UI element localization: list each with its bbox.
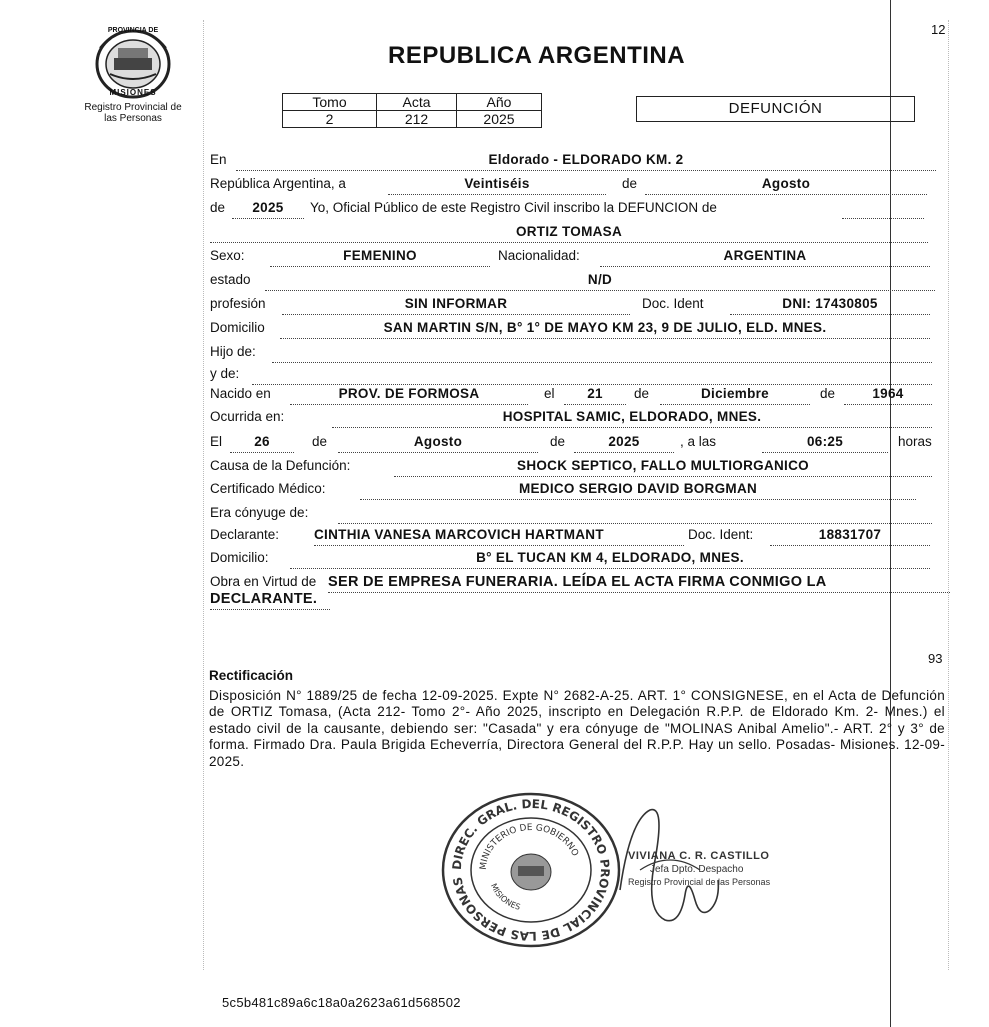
en-label: En <box>210 152 227 167</box>
province-seal-logo <box>92 28 174 100</box>
conyuge-label: Era cónyuge de: <box>210 505 309 520</box>
nacido-value: PROV. DE FORMOSA <box>290 386 528 405</box>
logo-caption-line1: Registro Provincial de <box>84 102 182 113</box>
domicilio-value: SAN MARTIN S/N, B° 1° DE MAYO KM 23, 9 DE JULIO, ELD. MNES. <box>280 320 930 339</box>
rectificacion-text: Disposición N° 1889/25 de fecha 12-09-2025. Expte N° 2682-A-25. ART. 1° CONSIGNESE, en el Acta de Defunción de ORTIZ Tomasa, (Acta 212- Tomo 2°- Año 2025, inscripto en Delegación R.P.P. de Eldorado Km. 2- Mnes.) el estado civil de la causante, debiendo ser: "Casada" y era cónyuge de "MOLINAS Anibal Amelio".- ART. 2° y 3° de forma. Firmado Dra. Paula Brigida Echeverría, Directora General del R.P.P. Hay un sello. Posadas- Misiones. 12-09-2025. <box>209 688 945 769</box>
logo-caption <box>58 102 208 124</box>
causa-label: Causa de la Defunción: <box>210 458 351 473</box>
signature-name: VIVIANA C. R. CASTILLO <box>628 850 770 862</box>
def-dia-value: 26 <box>230 434 294 453</box>
def-mes-value: Agosto <box>338 434 538 453</box>
value-acta: 212 <box>377 111 457 128</box>
doc-label: Doc. Ident <box>642 296 704 311</box>
en-value: Eldorado - ELDORADO KM. 2 <box>236 152 936 171</box>
dia-value: Veintiséis <box>388 176 606 195</box>
causa-value: SHOCK SEPTICO, FALLO MULTIORGANICO <box>394 458 932 477</box>
nac-mes-value: Diciembre <box>660 386 810 405</box>
ocurrida-value: HOSPITAL SAMIC, ELDORADO, MNES. <box>332 409 932 428</box>
republica-label: República Argentina, a <box>210 176 346 191</box>
declarante-value: CINTHIA VANESA MARCOVICH HARTMANT <box>314 527 684 546</box>
def-de-label: de <box>312 434 328 449</box>
hijo-value <box>272 344 932 363</box>
horas-label: horas <box>898 434 932 449</box>
value-anio: 2025 <box>457 111 542 128</box>
nacionalidad-value: ARGENTINA <box>600 248 930 267</box>
signature-role: Jefa Dpto. Despacho <box>650 864 744 875</box>
certificado-value: MEDICO SERGIO DAVID BORGMAN <box>360 481 916 500</box>
value-tomo: 2 <box>283 111 377 128</box>
domicilio2-label: Domicilio: <box>210 550 269 565</box>
stamp-inner-text: MINISTERIO DE GOBIERNO <box>478 822 580 871</box>
nacionalidad-label: Nacionalidad: <box>498 248 580 263</box>
page-number: 12 <box>931 22 946 37</box>
el2-label: El <box>210 434 223 449</box>
right-margin-dots <box>948 20 949 970</box>
def-de2-label: de <box>550 434 566 449</box>
nac-de2-label: de <box>820 386 836 401</box>
doc-value: DNI: 17430805 <box>730 296 930 315</box>
obra-value-line1: SER DE EMPRESA FUNERARIA. LEÍDA EL ACTA FIRMA CONMIGO LA <box>328 574 950 593</box>
anio-value: 2025 <box>232 200 304 219</box>
logo-caption-line2: las Personas <box>104 113 162 124</box>
conyuge-value <box>338 505 932 524</box>
stamp-bottom-text: MISIONES <box>488 882 522 912</box>
mes-value: Agosto <box>645 176 927 195</box>
obra-value-line2: DECLARANTE. <box>210 591 330 610</box>
header-anio: Año <box>457 94 542 111</box>
decl-doc-value: 18831707 <box>770 527 930 546</box>
document-hash: 5c5b481c89a6c18a0a2623a61d568502 <box>222 995 461 1010</box>
de-label: de <box>622 176 638 191</box>
domicilio-label: Domicilio <box>210 320 265 335</box>
el-label: el <box>544 386 555 401</box>
declarante-label: Declarante: <box>210 527 280 542</box>
rectificacion-title: Rectificación <box>209 668 294 683</box>
signature-org: Registro Provincial de las Personas <box>628 877 771 887</box>
stamp-ring-text: DIREC. GRAL. DEL REGISTRO PROVINCIAL DE LAS PERSONAS <box>449 796 613 944</box>
nombre-value: ORTIZ TOMASA <box>210 224 928 243</box>
svg-text:MISIONES <box>489 882 521 912</box>
hijo-label: Hijo de: <box>210 344 256 359</box>
yde-label: y de: <box>210 366 240 381</box>
nacido-label: Nacido en <box>210 386 271 401</box>
hora-value: 06:25 <box>762 434 888 453</box>
seal-text-top: PROVINCIA DE <box>107 27 159 34</box>
obra-label: Obra en Virtud de <box>210 574 317 589</box>
sexo-label: Sexo: <box>210 248 245 263</box>
de2-label: de <box>210 200 226 215</box>
ocurrida-label: Ocurrida en: <box>210 409 285 424</box>
nac-dia-value: 21 <box>564 386 626 405</box>
act-type-box: DEFUNCIÓN <box>636 96 915 122</box>
yo-text: Yo, Oficial Público de este Registro Civil inscribo la DEFUNCION de <box>310 200 717 215</box>
def-anio-value: 2025 <box>574 434 674 453</box>
tomo-acta-anio-table <box>282 93 542 128</box>
yde-value <box>252 366 932 385</box>
page-title: REPUBLICA ARGENTINA <box>388 42 686 69</box>
sexo-value: FEMENINO <box>270 248 490 267</box>
nac-de-label: de <box>634 386 650 401</box>
left-margin-dots <box>203 20 204 970</box>
alas-label: , a las <box>680 434 717 449</box>
profesion-value: SIN INFORMAR <box>282 296 630 315</box>
decl-doc-label: Doc. Ident: <box>688 527 754 542</box>
estado-value: N/D <box>265 272 935 291</box>
header-tomo: Tomo <box>283 94 377 111</box>
yo-trailing-fill <box>842 200 924 219</box>
header-acta: Acta <box>377 94 457 111</box>
nac-anio-value: 1964 <box>844 386 932 405</box>
domicilio2-value: B° EL TUCAN KM 4, ELDORADO, MNES. <box>290 550 930 569</box>
profesion-label: profesión <box>210 296 266 311</box>
estado-label: estado <box>210 272 251 287</box>
side-number: 93 <box>928 651 943 666</box>
official-stamp <box>436 790 626 950</box>
seal-text-bottom: MISIONES <box>109 88 157 97</box>
certificado-label: Certificado Médico: <box>210 481 326 496</box>
